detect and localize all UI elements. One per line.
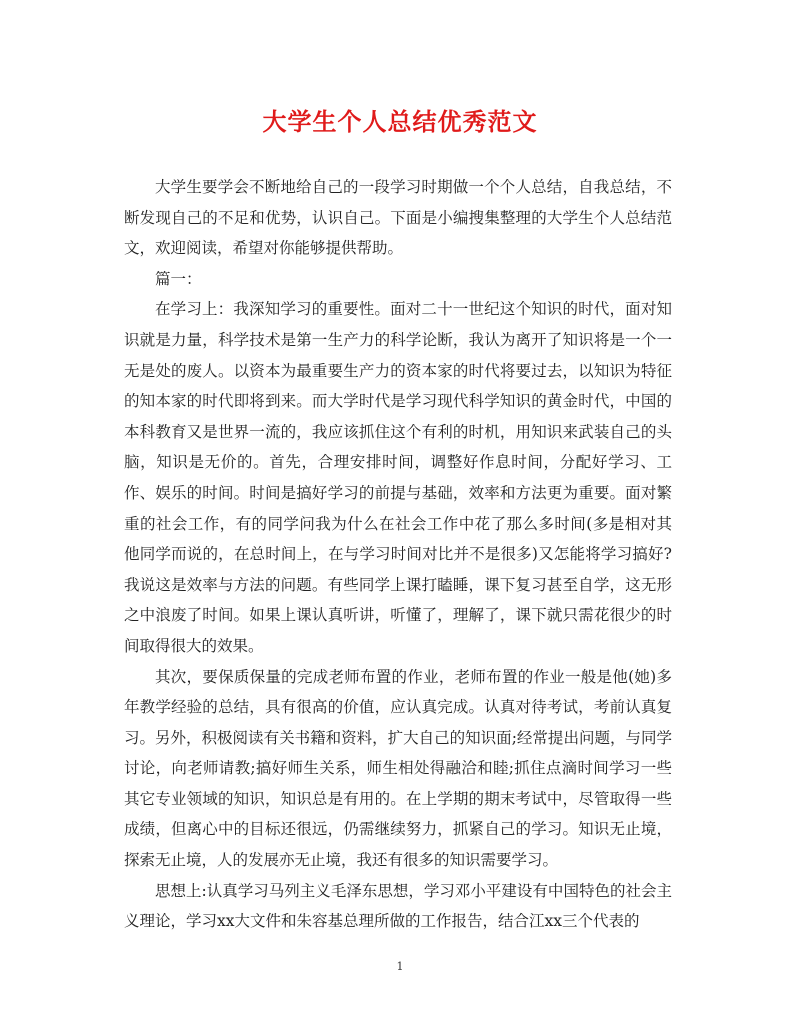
- document-body: [124, 172, 672, 937]
- document-title: 大学生个人总结优秀范文: [262, 107, 538, 136]
- page-number: 1: [396, 960, 404, 973]
- homework-paragraph: 其次，要保质保量的完成老师布置的作业，老师布置的作业一般是他(她)多年教学经验的总结，具有很高的价值，应认真完成。认真对待考试，考前认真复习。另外，积极阅读有关书籍和资料，扩大自己的知识面;经常提出问题，与同学讨论，向老师请教;搞好师生关系，师生相处得融洽和睦;抓住点滴时间学习一些其它专业领域的知识，知识总是有用的。在上学期的期末考试中，尽管取得一些成绩，但离心中的目标还很远，仍需继续努力，抓紧自己的学习。知识无止境，探索无止境，人的发展亦无止境，我还有很多的知识需要学习。: [124, 667, 672, 870]
- ideology-paragraph: 思想上:认真学习马列主义毛泽东思想，学习邓小平建设有中国特色的社会主义理论，学习xx大文件和朱容基总理所做的工作报告，结合江xx三个代表的: [124, 881, 672, 931]
- intro-paragraph: 大学生要学会不断地给自己的一段学习时期做一个个人总结，自我总结，不断发现自己的不足和优势，认识自己。下面是小编搜集整理的大学生个人总结范文，欢迎阅读，希望对你能够提供帮助。: [124, 178, 672, 258]
- study-paragraph: 在学习上：我深知学习的重要性。面对二十一世纪这个知识的时代，面对知识就是力量，科学技术是第一生产力的科学论断，我认为离开了知识将是一个一无是处的废人。以资本为最重要生产力的资本家的时代将要过去，以知识为特征的知本家的时代即将到来。而大学时代是学习现代科学知识的黄金时代，中国的本科教育又是世界一流的，我应该抓住这个有利的时机，用知识来武装自己的头脑，知识是无价的。首先，合理安排时间，调整好作息时间，分配好学习、工作、娱乐的时间。时间是搞好学习的前提与基础，效率和方法更为重要。面对繁重的社会工作，有的同学问我为什么在社会工作中花了那么多时间(多是相对其他同学而说的，在总时间上，在与学习时间对比并不是很多)又怎能将学习搞好?我说这是效率与方法的问题。有些同学上课打瞌睡，课下复习甚至自学，这无形之中浪废了时间。如果上课认真听讲，听懂了，理解了，课下就只需花很少的时间取得很大的效果。: [124, 300, 672, 655]
- section-heading-part-one: 篇一：: [155, 269, 202, 288]
